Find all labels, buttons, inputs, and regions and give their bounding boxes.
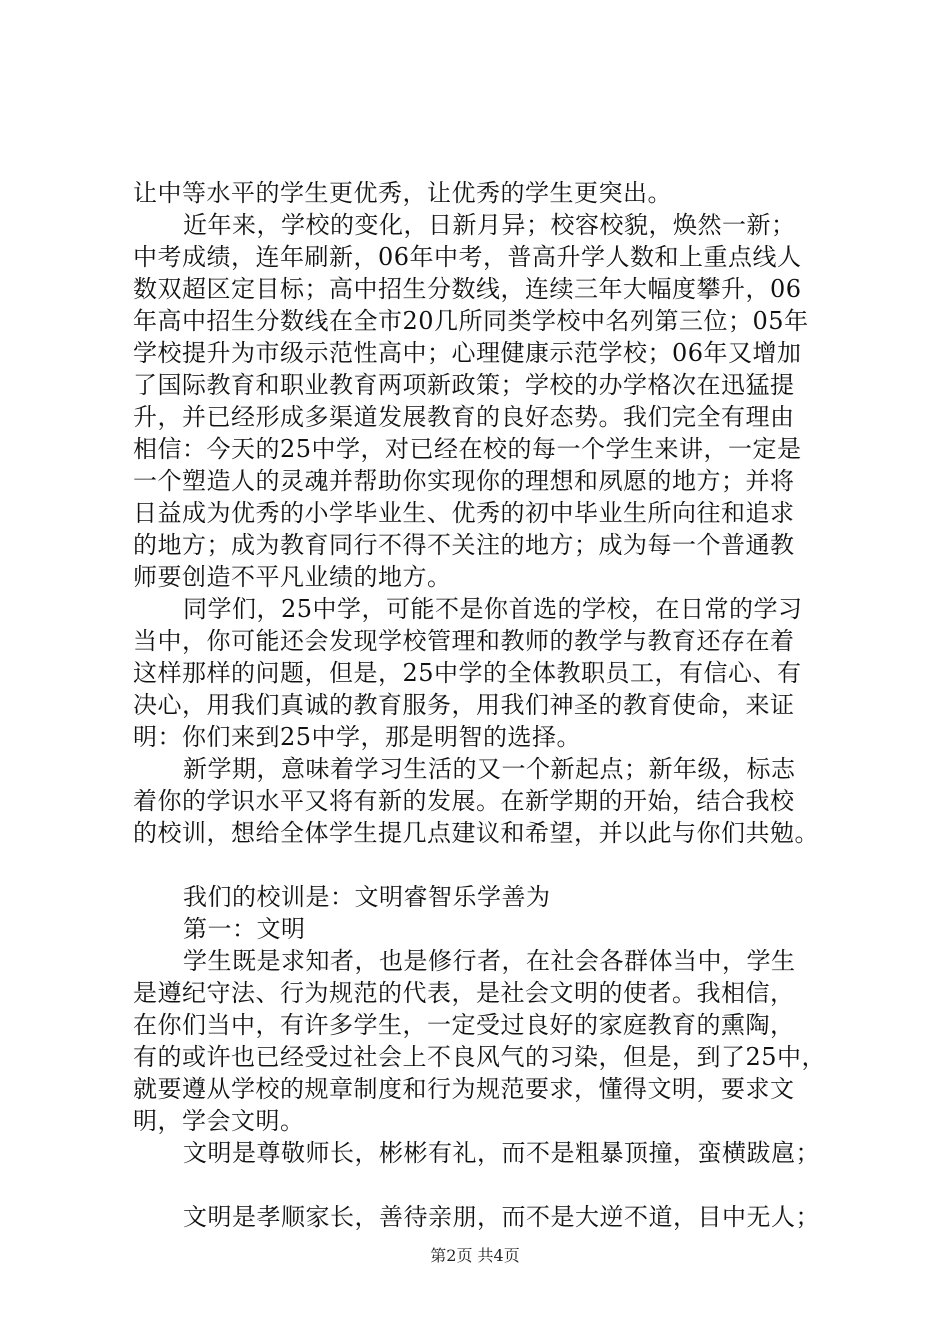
text-line: 着你的学识水平又将有新的发展。在新学期的开始，结合我校 xyxy=(133,787,795,815)
text-line: 就要遵从学校的规章制度和行为规范要求，懂得文明，要求文 xyxy=(133,1075,795,1103)
text-line: 当中，你可能还会发现学校管理和教师的教学与教育还存在着 xyxy=(133,627,795,655)
text-line: 让中等水平的学生更优秀，让优秀的学生更突出。 xyxy=(133,179,672,207)
paragraph-start-line: 学生既是求知者，也是修行者，在社会各群体当中，学生 xyxy=(183,947,796,975)
text-line: 升，并已经形成多渠道发展教育的良好态势。我们完全有理由 xyxy=(133,403,795,431)
paragraph-start-line: 文明是孝顺家长，善待亲朋，而不是大逆不道，目中无人； xyxy=(183,1203,820,1231)
motto-line: 我们的校训是：文明睿智乐学善为 xyxy=(183,883,551,911)
page-number-footer: 第2页 共4页 xyxy=(430,1246,520,1265)
text-line: 决心，用我们真诚的教育服务，用我们神圣的教育使命，来证 xyxy=(133,691,795,719)
text-line: 了国际教育和职业教育两项新政策；学校的办学格次在迅猛提 xyxy=(133,371,795,399)
text-line: 在你们当中，有许多学生，一定受过良好的家庭教育的熏陶， xyxy=(133,1011,795,1039)
text-line: 学校提升为市级示范性高中；心理健康示范学校；06年又增加 xyxy=(133,339,802,367)
paragraph-start-line: 文明是尊敬师长，彬彬有礼，而不是粗暴顶撞，蛮横跋扈； xyxy=(183,1139,820,1167)
text-line: 明，学会文明。 xyxy=(133,1107,305,1135)
text-line: 的校训，想给全体学生提几点建议和希望，并以此与你们共勉。 xyxy=(133,819,819,847)
text-line: 有的或许也已经受过社会上不良风气的习染，但是，到了25中， xyxy=(133,1043,827,1071)
text-line: 年高中招生分数线在全市20几所同类学校中名列第三位；05年 xyxy=(133,307,809,335)
text-line: 相信：今天的25中学，对已经在校的每一个学生来讲，一定是 xyxy=(133,435,802,463)
section-heading: 第一：文明 xyxy=(183,915,306,943)
text-line: 是遵纪守法、行为规范的代表，是社会文明的使者。我相信， xyxy=(133,979,795,1007)
paragraph-start-line: 同学们，25中学，可能不是你首选的学校，在日常的学习 xyxy=(183,595,803,623)
text-line: 中考成绩，连年刷新，06年中考，普高升学人数和上重点线人 xyxy=(133,243,802,271)
text-line: 师要创造不平凡业绩的地方。 xyxy=(133,563,452,591)
text-line: 明：你们来到25中学，那是明智的选择。 xyxy=(133,723,582,751)
text-line: 数双超区定目标；高中招生分数线，连续三年大幅度攀升，06 xyxy=(133,275,802,303)
text-line: 的地方；成为教育同行不得不关注的地方；成为每一个普通教 xyxy=(133,531,795,559)
paragraph-start-line: 近年来，学校的变化，日新月异；校容校貌，焕然一新； xyxy=(183,211,796,239)
text-line: 日益成为优秀的小学毕业生、优秀的初中毕业生所向往和追求 xyxy=(133,499,795,527)
text-line: 这样那样的问题，但是，25中学的全体教职员工，有信心、有 xyxy=(133,659,802,687)
text-line: 一个塑造人的灵魂并帮助你实现你的理想和夙愿的地方；并将 xyxy=(133,467,795,495)
paragraph-start-line: 新学期，意味着学习生活的又一个新起点；新年级，标志 xyxy=(183,755,796,783)
